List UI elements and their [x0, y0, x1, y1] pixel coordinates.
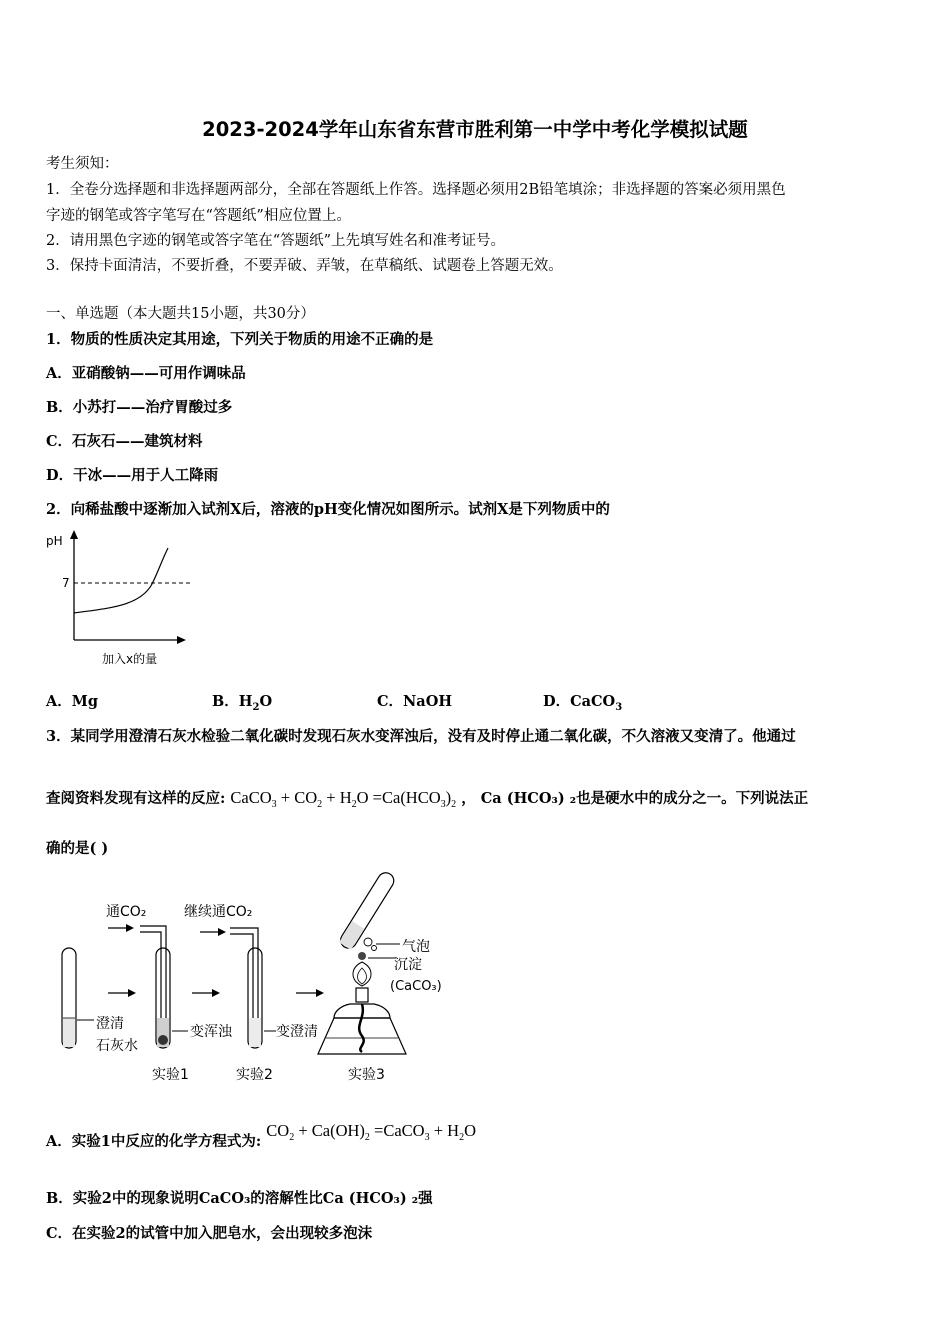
q3-reaction-equation: CaCO$_3$ + $CO_2 + H_2O =Ca(HCO_3)_2$: [230, 788, 457, 810]
label-limewater: 石灰水: [96, 1038, 138, 1054]
y-axis-arrow: [70, 530, 78, 539]
label-feed-co2: 通CO₂: [106, 904, 147, 920]
label-precipitate-formula: (CaCO₃): [390, 979, 442, 994]
label-exp1: 实验1: [152, 1067, 189, 1083]
q1-stem: 1．物质的性质决定其用途，下列关于物质的用途不正确的是: [46, 331, 434, 348]
q3-stem-line1: 3．某同学用澄清石灰水检验二氧化碳时发现石灰水变浑浊后，没有及时停止通二氧化碳，不久溶液又变清了。他通过: [46, 728, 796, 745]
q3-stem-line2: 查阅资料发现有这样的反应: CaCO$_3$ + $CO_2 + H_2O =Ca(HCO_3)_2$ ， Ca (HCO₃) ₂也是硬水中的成分之一。下列说法正: [46, 788, 809, 810]
arrow-icon: [128, 989, 136, 997]
q1-option-d[interactable]: D．干冰——用于人工降雨: [46, 467, 219, 484]
lamp-wick: [356, 988, 368, 1002]
label-exp3: 实验3: [348, 1067, 385, 1083]
q1-option-b[interactable]: B．小苏打——治疗胃酸过多: [46, 399, 233, 416]
ph-graph: [40, 528, 200, 670]
notice-item-3: 3．保持卡面清洁，不要折叠，不要弄破、弄皱，在草稿纸、试题卷上答题无效。: [46, 258, 563, 274]
q1-option-c[interactable]: C．石灰石——建筑材料: [46, 433, 203, 450]
x-axis-label: 加入x的量: [102, 652, 158, 666]
q2-option-d[interactable]: D．CaCO$_3$: [543, 693, 623, 713]
notice-heading: 考生须知：: [46, 156, 119, 172]
section-heading: 一、单选题（本大题共15小题，共30分）: [46, 306, 315, 322]
arrow-icon: [212, 989, 220, 997]
q1-option-a[interactable]: A．亚硝酸钠——可用作调味品: [46, 365, 246, 382]
precipitate-1: [158, 1035, 168, 1045]
label-becomes-clear: 变澄清: [276, 1024, 318, 1040]
notice-item-1: 1．全卷分选择题和非选择题两部分，全部在答题纸上作答。选择题必须用2B铅笔填涂；非选择题的答案必须用黑色: [46, 182, 786, 198]
q3-option-a[interactable]: A．实验1中反应的化学方程式为: $CO_2 + Ca(OH)_2$ =CaCO$_3$ + $H_2O$: [46, 1121, 476, 1150]
y-axis-label: pH: [46, 534, 63, 548]
label-exp2: 实验2: [236, 1067, 273, 1083]
arrow-icon: [316, 989, 324, 997]
label-turbid: 变浑浊: [190, 1024, 232, 1040]
notice-item-2: 2．请用黑色字迹的钢笔或答字笔在“答题纸”上先填写姓名和准考证号。: [46, 233, 506, 249]
ph-curve: [74, 548, 168, 613]
page-title: 2023-2024学年山东省东营市胜利第一中学中考化学模拟试题: [202, 118, 748, 141]
bubble-icon: [364, 938, 372, 946]
q2-option-b[interactable]: B．$H_2O$: [212, 693, 273, 713]
notice-item-1-cont: 字迹的钢笔或答字笔写在“答题纸”相应位置上。: [46, 208, 351, 224]
x-axis-arrow: [177, 636, 186, 644]
label-precipitate: 沉淀: [394, 957, 422, 973]
heated-test-tube: [338, 870, 397, 951]
q2-option-a[interactable]: A．Mg: [46, 693, 98, 710]
q3-option-b[interactable]: B．实验2中的现象说明CaCO₃的溶解性比Ca (HCO₃) ₂强: [46, 1190, 433, 1207]
label-clear: 澄清: [96, 1016, 124, 1032]
label-bubble: 气泡: [402, 939, 430, 955]
q2-option-c[interactable]: C．NaOH: [377, 693, 453, 710]
lime-water: [63, 1018, 75, 1047]
arrow-icon: [126, 924, 134, 932]
q3-option-a-equation: $CO_2 + Ca(OH)_2$ =CaCO$_3$ + $H_2O$: [266, 1121, 476, 1143]
q2-stem: 2．向稀盐酸中逐渐加入试剂X后，溶液的pH变化情况如图所示。试剂X是下列物质中的: [46, 501, 610, 518]
q3-option-c[interactable]: C．在实验2的试管中加入肥皂水，会出现较多泡沫: [46, 1225, 373, 1242]
arrow-icon: [218, 928, 226, 936]
q3-stem-line3: 确的是( ): [46, 840, 109, 857]
precipitate-3: [358, 952, 366, 960]
label-continue-co2: 继续通CO₂: [184, 904, 253, 920]
flame-icon: [353, 962, 371, 986]
experiment-diagram: [50, 868, 470, 1088]
ph-7-label: 7: [62, 576, 70, 590]
